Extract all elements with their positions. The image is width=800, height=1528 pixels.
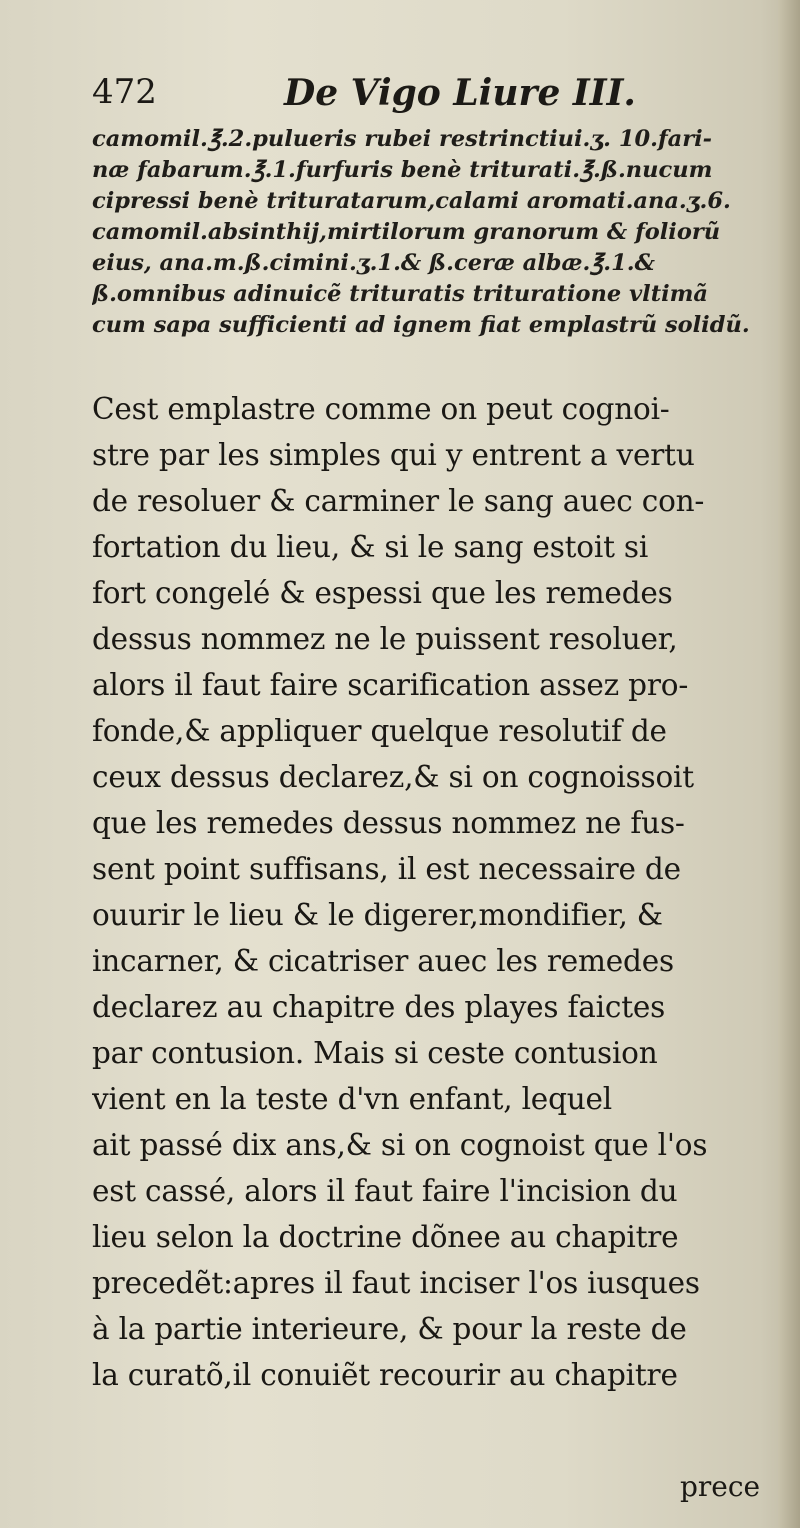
text-line: ait passé dix ans,& si on cognoist que l'os [92,1128,708,1162]
latin-line: eius, ana.m.ß.cimini.ʒ.1.& ß.ceræ albæ.℥.1.& [92,250,655,276]
text-line: fort congelé & espessi que les remedes [92,576,673,610]
latin-line: cipressi benè trituratarum,calami aromati.ana.ʒ.6. [92,188,731,214]
text-line: sent point suffisans, il est necessaire de [92,852,681,886]
text-line: precedẽt:apres il faut inciser l'os iusques [92,1266,700,1300]
text-line: dessus nommez ne le puissent resoluer, [92,622,678,656]
latin-line: næ fabarum.℥.1.furfuris benè triturati.℥.ß.nucum [92,157,713,183]
text-line: declarez au chapitre des playes faictes [92,990,666,1024]
text-line: ouurir le lieu & le digerer,mondifier, & [92,898,663,932]
latin-line: camomil.℥.2.pulueris rubei restrinctiui.ʒ. 10.fari- [92,126,712,152]
text-line: la curatõ,il conuiẽt recourir au chapitre [92,1358,678,1392]
text-line: lieu selon la doctrine dõnee au chapitre [92,1220,679,1254]
page-number: 472 [92,72,157,112]
text-line: ceux dessus declarez,& si on cognoissoit [92,760,694,794]
running-title: De Vigo Liure III. [284,72,636,114]
page-edge [778,0,800,1528]
text-line: par contusion. Mais si ceste contusion [92,1036,658,1070]
text-line: est cassé, alors il faut faire l'incision du [92,1174,678,1208]
text-line: incarner, & cicatriser auec les remedes [92,944,674,978]
latin-recipe-block [92,124,768,341]
text-line: Cest emplastre comme on peut cognoi- [92,392,670,426]
text-line: de resoluer & carminer le sang auec con- [92,484,705,518]
text-line: stre par les simples qui y entrent a vertu [92,438,695,472]
latin-line: ß.omnibus adinuicẽ trituratis trituratione vltimã [92,281,709,307]
latin-line: cum sapa sufficienti ad ignem fiat emplastrũ solidũ. [92,312,750,338]
text-line: que les remedes dessus nommez ne fus- [92,806,685,840]
text-line: alors il faut faire scarification assez pro- [92,668,689,702]
catchword: prece [680,1470,761,1503]
page-header [92,72,752,120]
latin-line: camomil.absinthij,mirtilorum granorum & foliorũ [92,219,721,245]
text-line: fortation du lieu, & si le sang estoit si [92,530,649,564]
text-line: à la partie interieure, & pour la reste de [92,1312,687,1346]
text-line: fonde,& appliquer quelque resolutif de [92,714,667,748]
text-line: vient en la teste d'vn enfant, lequel [92,1082,613,1116]
french-text-block [92,386,772,1398]
